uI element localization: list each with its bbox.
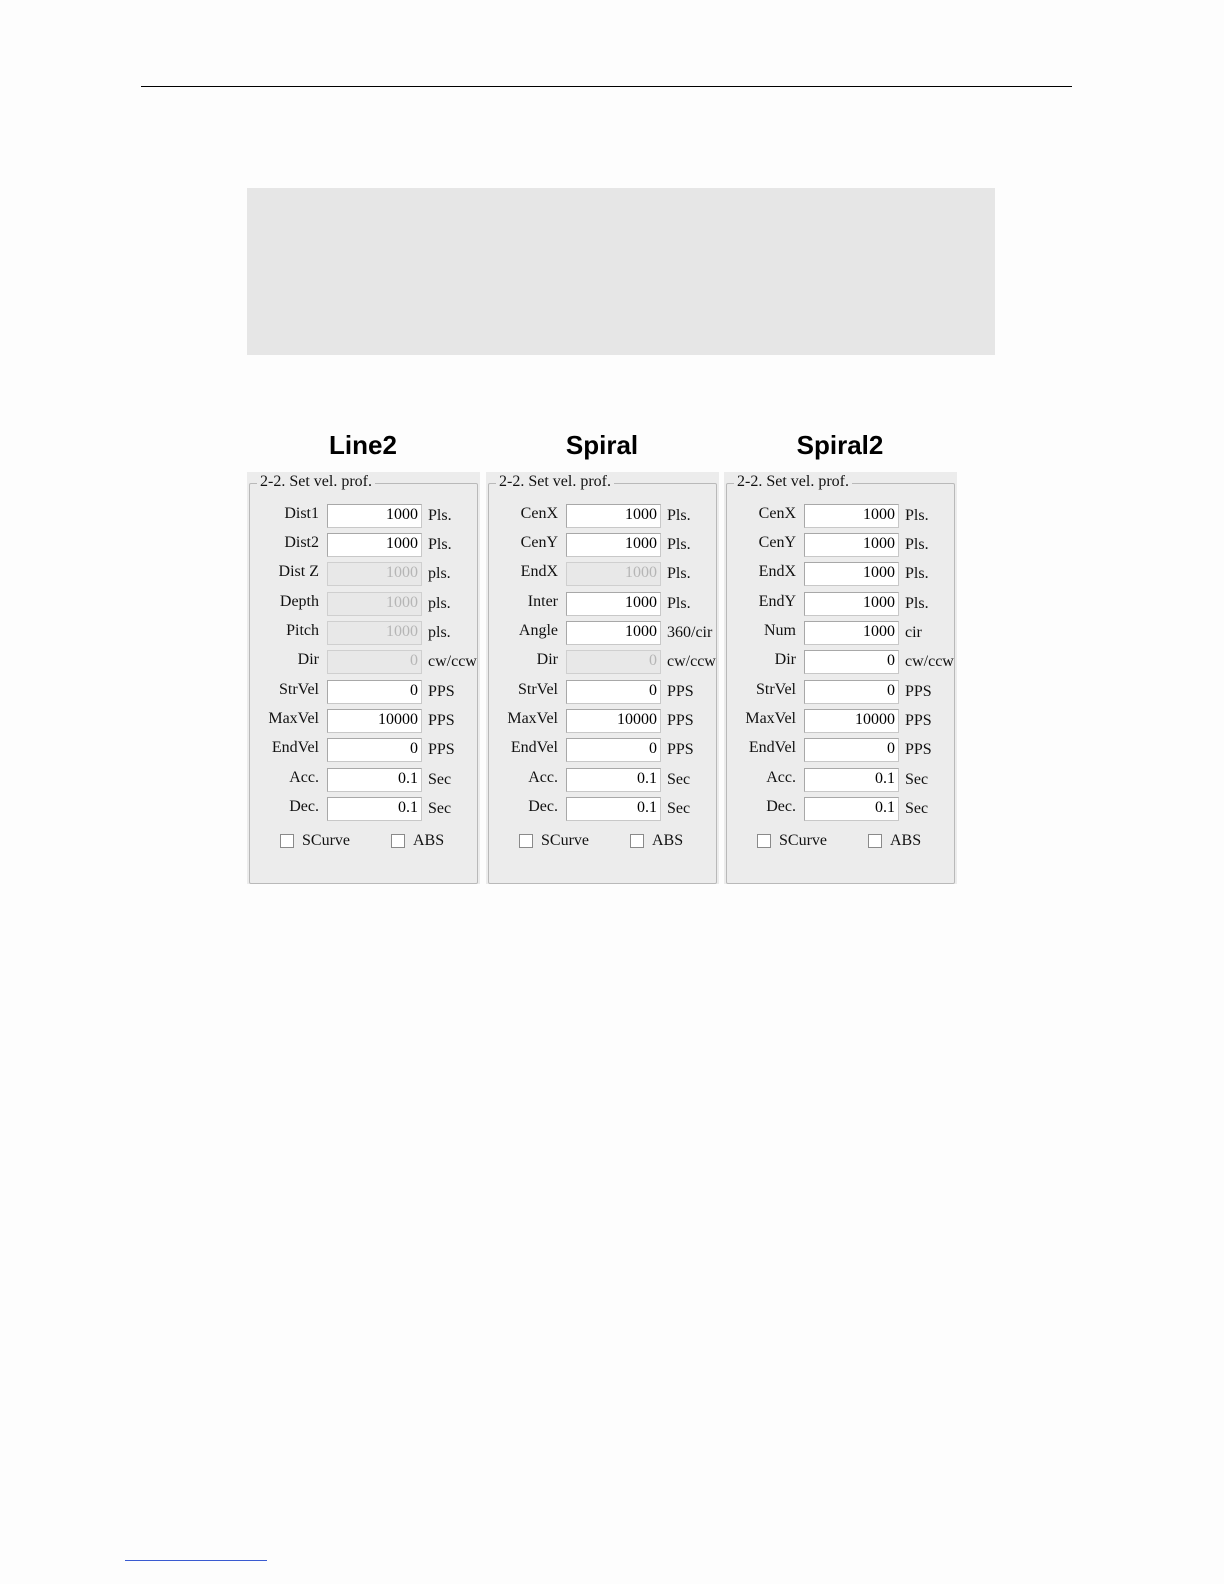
unit-label: Pls. — [667, 595, 691, 612]
value-input[interactable]: 0 — [804, 650, 899, 674]
unit-label: Pls. — [428, 507, 452, 524]
field-row — [247, 738, 480, 762]
field-row — [486, 768, 719, 792]
value-input: 0 — [566, 650, 661, 674]
field-label: CenY — [758, 534, 796, 551]
field-row — [247, 650, 480, 674]
value-input[interactable]: 1000 — [566, 504, 661, 528]
field-row — [247, 592, 480, 616]
field-label: EndVel — [271, 739, 319, 756]
value-input: 1000 — [566, 562, 661, 586]
value-input[interactable]: 10000 — [804, 709, 899, 733]
unit-label: Pls. — [667, 565, 691, 582]
panel-title-0: Line2 — [329, 430, 397, 460]
panel-title-2: Spiral2 — [796, 430, 884, 460]
field-label: Pitch — [286, 622, 319, 639]
footer-link-underline — [125, 1560, 267, 1561]
field-label: EndVel — [510, 739, 558, 756]
value-input[interactable]: 0 — [327, 738, 422, 762]
value-input[interactable]: 1000 — [327, 533, 422, 557]
field-row — [486, 621, 719, 645]
checkbox-square-icon[interactable] — [519, 834, 533, 848]
value-input[interactable]: 0.1 — [327, 768, 422, 792]
field-label: Acc. — [766, 769, 796, 786]
unit-label: Pls. — [905, 595, 929, 612]
unit-label: PPS — [428, 683, 455, 700]
field-label: EndX — [520, 563, 558, 580]
checkbox-square-icon[interactable] — [280, 834, 294, 848]
field-row — [247, 533, 480, 557]
value-input[interactable]: 1000 — [804, 592, 899, 616]
field-row — [724, 504, 957, 528]
header-rule — [141, 86, 1072, 87]
unit-label: cir — [905, 624, 922, 641]
value-input[interactable]: 0 — [804, 738, 899, 762]
field-label: Dec. — [766, 798, 796, 815]
field-label: Dir — [297, 651, 319, 668]
unit-label: PPS — [905, 712, 932, 729]
unit-label: Sec — [667, 800, 691, 817]
field-row — [724, 621, 957, 645]
value-input[interactable]: 1000 — [566, 592, 661, 616]
field-row — [247, 797, 480, 821]
unit-label: cw/ccw — [428, 653, 477, 670]
field-row — [724, 709, 957, 733]
unit-label: Pls. — [905, 507, 929, 524]
field-row — [486, 709, 719, 733]
value-input: 1000 — [327, 592, 422, 616]
field-row — [247, 504, 480, 528]
field-row — [247, 680, 480, 704]
field-label: Dist2 — [284, 534, 319, 551]
value-input[interactable]: 1000 — [566, 533, 661, 557]
field-row — [486, 650, 719, 674]
unit-label: pls. — [428, 565, 451, 582]
field-label: EndY — [758, 593, 796, 610]
unit-label: Pls. — [667, 507, 691, 524]
field-label: CenX — [758, 505, 796, 522]
field-row — [486, 592, 719, 616]
unit-label: PPS — [667, 712, 694, 729]
field-label: Dist1 — [284, 505, 319, 522]
field-label: Angle — [518, 622, 558, 639]
field-label: CenX — [520, 505, 558, 522]
checkbox-label: SCurve — [541, 832, 589, 849]
field-row — [724, 592, 957, 616]
value-input[interactable]: 1000 — [804, 533, 899, 557]
value-input[interactable]: 0.1 — [566, 797, 661, 821]
unit-label: PPS — [428, 712, 455, 729]
value-input[interactable]: 0.1 — [804, 797, 899, 821]
settings-panel — [247, 472, 480, 884]
checkbox-label: ABS — [890, 832, 922, 849]
field-row — [247, 562, 480, 586]
value-input[interactable]: 0 — [566, 738, 661, 762]
checkbox-square-icon[interactable] — [757, 834, 771, 848]
field-label: EndVel — [748, 739, 796, 756]
shaded-text-box — [247, 188, 995, 355]
value-input[interactable]: 0 — [566, 680, 661, 704]
checkbox-square-icon[interactable] — [630, 834, 644, 848]
checkbox-square-icon[interactable] — [868, 834, 882, 848]
field-row — [486, 738, 719, 762]
field-label: Acc. — [289, 769, 319, 786]
field-row — [247, 709, 480, 733]
value-input[interactable]: 1000 — [327, 504, 422, 528]
value-input[interactable]: 1000 — [804, 562, 899, 586]
value-input[interactable]: 10000 — [566, 709, 661, 733]
value-input[interactable]: 1000 — [566, 621, 661, 645]
field-row — [724, 768, 957, 792]
unit-label: PPS — [667, 741, 694, 758]
field-row — [247, 768, 480, 792]
field-row — [724, 680, 957, 704]
settings-panel — [724, 472, 957, 884]
unit-label: PPS — [905, 741, 932, 758]
value-input[interactable]: 0 — [804, 680, 899, 704]
value-input[interactable]: 10000 — [327, 709, 422, 733]
field-row — [486, 797, 719, 821]
value-input[interactable]: 0.1 — [327, 797, 422, 821]
field-label: StrVel — [756, 681, 796, 698]
field-row — [247, 621, 480, 645]
unit-label: Sec — [667, 771, 691, 788]
value-input: 1000 — [327, 621, 422, 645]
field-label: StrVel — [279, 681, 319, 698]
field-row — [724, 562, 957, 586]
value-input[interactable]: 0.1 — [804, 768, 899, 792]
field-row — [486, 680, 719, 704]
field-row — [724, 797, 957, 821]
panel-title-1: Spiral — [565, 430, 639, 460]
field-label: Dir — [536, 651, 558, 668]
checkbox-label: ABS — [652, 832, 684, 849]
unit-label: PPS — [667, 683, 694, 700]
field-label: Depth — [279, 593, 319, 610]
field-label: CenY — [520, 534, 558, 551]
unit-label: PPS — [905, 683, 932, 700]
group-box-label: 2-2. Set vel. prof. — [496, 473, 614, 491]
field-row — [724, 650, 957, 674]
unit-label: PPS — [428, 741, 455, 758]
group-box-label: 2-2. Set vel. prof. — [734, 473, 852, 491]
unit-label: Pls. — [905, 565, 929, 582]
field-label: Inter — [527, 593, 558, 610]
field-label: MaxVel — [745, 710, 796, 727]
checkbox-label: SCurve — [779, 832, 827, 849]
value-input[interactable]: 1000 — [804, 621, 899, 645]
field-row — [724, 738, 957, 762]
field-row — [486, 533, 719, 557]
unit-label: pls. — [428, 624, 451, 641]
field-label: Dir — [774, 651, 796, 668]
field-label: StrVel — [518, 681, 558, 698]
field-label: Num — [764, 622, 796, 639]
field-label: EndX — [758, 563, 796, 580]
unit-label: Pls. — [428, 536, 452, 553]
field-label: Dec. — [289, 798, 319, 815]
value-input[interactable]: 0.1 — [566, 768, 661, 792]
unit-label: Pls. — [667, 536, 691, 553]
unit-label: pls. — [428, 595, 451, 612]
value-input: 1000 — [327, 562, 422, 586]
checkbox-label: SCurve — [302, 832, 350, 849]
unit-label: Sec — [428, 771, 452, 788]
unit-label: Sec — [905, 800, 929, 817]
value-input[interactable]: 1000 — [804, 504, 899, 528]
unit-label: Sec — [905, 771, 929, 788]
value-input: 0 — [327, 650, 422, 674]
checkbox-label: ABS — [413, 832, 445, 849]
field-label: MaxVel — [268, 710, 319, 727]
unit-label: cw/ccw — [905, 653, 954, 670]
unit-label: 360/cir — [667, 624, 713, 641]
field-label: Dist Z — [278, 563, 319, 580]
field-row — [486, 504, 719, 528]
field-label: MaxVel — [507, 710, 558, 727]
unit-label: Pls. — [905, 536, 929, 553]
field-label: Dec. — [528, 798, 558, 815]
unit-label: Sec — [428, 800, 452, 817]
checkbox-square-icon[interactable] — [391, 834, 405, 848]
group-box-label: 2-2. Set vel. prof. — [257, 473, 375, 491]
value-input[interactable]: 0 — [327, 680, 422, 704]
field-label: Acc. — [528, 769, 558, 786]
field-row — [724, 533, 957, 557]
field-row — [486, 562, 719, 586]
unit-label: cw/ccw — [667, 653, 716, 670]
settings-panel — [486, 472, 719, 884]
